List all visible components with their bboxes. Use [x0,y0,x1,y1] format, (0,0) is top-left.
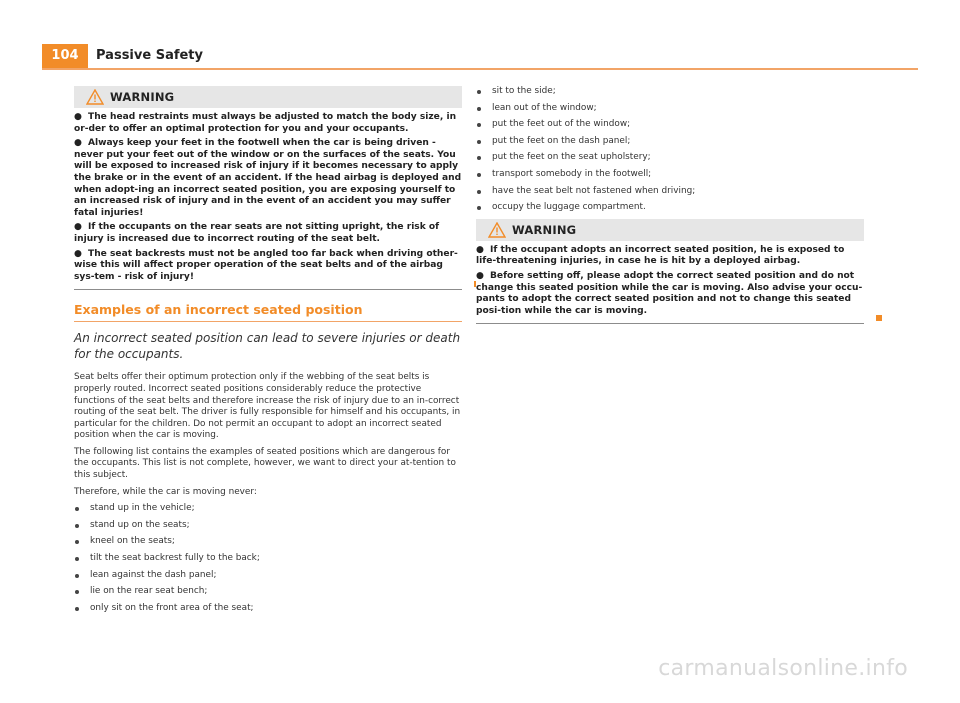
warning-item: ● If the occupants on the rear seats are not sitting upright, the risk of injury is increased due to incorrect routing of the seat belt. [74,222,440,244]
right-column [476,86,864,324]
list-item: lean against the dash panel; [74,570,462,582]
body-paragraph: Therefore, while the car is moving never: [74,486,257,497]
warning-triangle-icon [488,222,506,238]
warning-body [74,108,462,289]
list-item: have the seat belt not fastened when driving; [476,186,864,198]
list-item: put the feet out of the window; [476,119,864,131]
list-item: put the feet on the seat upholstery; [476,152,864,164]
list-item: lie on the rear seat bench; [74,586,462,598]
warning-item: ● If the occupant adopts an incorrect seated position, he is exposed to life-threatening injuries, in case he is hit by a deployed airbag. [476,244,845,267]
list-item: stand up on the seats; [74,520,462,532]
body-paragraph: The following list contains the examples of seated positions which are dangerous for the occupants. This list is not complete, however, we want to direct your at-tention to this subject. [74,446,456,481]
never-list [74,503,462,614]
section-end-marker [876,315,882,321]
warning-triangle-icon [86,89,104,105]
warning-header [74,86,462,108]
list-item: stand up in the vehicle; [74,503,462,515]
list-item: only sit on the front area of the seat; [74,603,462,615]
warning-item: ● Before setting off, please adopt the correct seated position and do not change this seated position while the car is moving. Also advise your occu-pants to adopt the correct seated position and not to change this seated posi-tion while the car is moving. [476,270,863,316]
list-item: transport somebody in the footwell; [476,169,864,181]
warning-item: ● The seat backrests must not be angled too far back when driving other-wise this will affect proper operation of the seat belts and of the airbag sys-tem - risk of injury! [74,248,458,282]
watermark: carmanualsonline.info [658,656,908,681]
page-number: 104 [42,44,88,68]
body-paragraph: Seat belts offer their optimum protection only if the webbing of the seat belts is properly routed. Incorrect seated positions considerably reduce the protective functions of the seat belts and therefore increase the risk of injury due to an in-correct routing of the seat belt. The driver is fully responsible for himself and his occupants, in particular for the children. Do not permit an occupant to adopt an incorrect seated position when the car is moving. [74,372,461,441]
lead-text: An incorrect seated position can lead to severe injuries or death for the occupants. [74,331,461,361]
warning-item: ● Always keep your feet in the footwell when the car is being driven - never put your feet out of the window or on the surfaces of the seats. You will be exposed to increased risk of injury if it becomes necessary to apply the brake or in the event of an accident. If the head airbag is deployed and when adopt-ing an incorrect seated position, you are exposing yourself to an increased risk of injury and in the event of an accident you may suffer fatal injuries! [74,138,462,218]
warning-body [476,241,864,324]
warning-header [476,219,864,241]
list-item: tilt the seat backrest fully to the back; [74,553,462,565]
warning-box [476,219,864,325]
never-list-continued [476,86,864,214]
list-item: kneel on the seats; [74,536,462,548]
list-item: lean out of the window; [476,103,864,115]
left-column [74,86,462,619]
list-item: put the feet on the dash panel; [476,136,864,148]
list-item: occupy the luggage compartment. [476,202,864,214]
warning-title: WARNING [512,222,577,237]
warning-title: WARNING [110,90,175,104]
list-item: sit to the side; [476,86,864,98]
warning-box [74,86,462,290]
warning-item: ● The head restraints must always be adjusted to match the body size, in or-der to offer an optimal protection for you and your occupants. [74,112,457,134]
section-title: Passive Safety [96,48,203,63]
page-header [42,44,918,70]
section-heading: Examples of an incorrect seated position [74,302,462,322]
